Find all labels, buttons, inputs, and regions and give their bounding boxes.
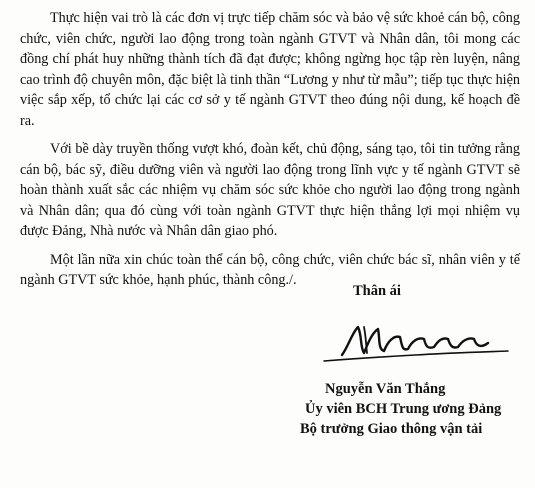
paragraph-2: Với bề dày truyền thống vượt khó, đoàn kết, chủ động, sáng tạo, tôi tin tưởng rằng cán bộ, bác sỹ, điều dưỡng viên và người lao động trong lĩnh vực y tế ngành GTVT sẽ hoàn thành xuất sắc các nhiệm vụ chăm sóc sức khỏe cho người lao động trong ngành và Nhân dân; qua đó cùng với toàn ngành GTVT thực hiện thắng lợi mọi nhiệm vụ được Đảng, Nhà nước và Nhân dân giao phó. xyxy=(20,141,520,239)
paragraph-3: Một lần nữa xin chúc toàn thể cán bộ, công chức, viên chức bác sĩ, nhân viên y tế ngành GTVT sức khỏe, hạnh phúc, thành công./. xyxy=(20,251,520,288)
closing-salutation: Thân ái xyxy=(353,283,401,299)
signer-title-ministry: Bộ trưởng Giao thông vận tải xyxy=(300,421,483,437)
signer-title-party: Ủy viên BCH Trung ương Đảng xyxy=(305,401,502,417)
paragraph-1: Thực hiện vai trò là các đơn vị trực tiếp chăm sóc và bảo vệ sức khoẻ cán bộ, công chức, viên chức, người lao động trong toàn ngành GTVT và Nhân dân, tôi mong các đồng chí phát huy những thành tích đã đạt được; không ngừng học tập rèn luyện, nâng cao trình độ chuyên môn, đặc biệt là tinh thần “Lương y như từ mẫu”; tiếp tục thực hiện việc sắp xếp, tổ chức lại các cơ sở y tế ngành GTVT theo đúng nội dung, kế hoạch đề ra. xyxy=(20,10,520,129)
handwritten-signature xyxy=(320,315,510,375)
letter-body xyxy=(20,8,520,299)
signer-name: Nguyễn Văn Thắng xyxy=(325,381,446,397)
